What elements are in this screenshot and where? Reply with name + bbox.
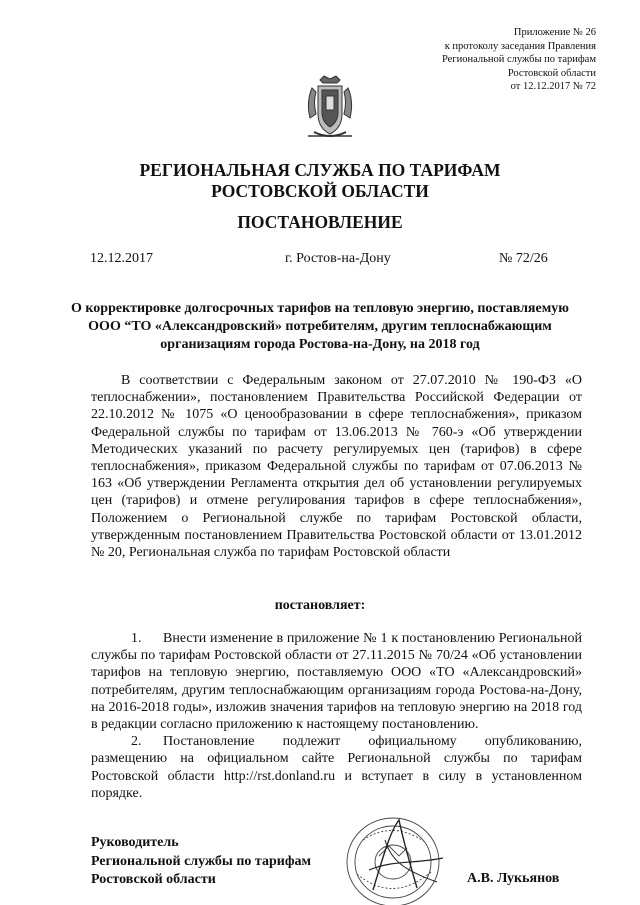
document-date: 12.12.2017 — [90, 251, 153, 266]
coat-of-arms-icon — [304, 74, 356, 142]
item-text: Внести изменение в приложение № 1 к постановлению Региональной службы по тарифам Ростовской области от 27.11.2015 № 70/24 «Об установлении тарифов на тепловую энергию, поставляемую ООО «ТО «Александровский» потребителям, другим теплоснабжающим организациям города Ростова-на-Дону, на 2016-2018 годы», изложив значения тарифов на тепловую энергию на 2018 год в редакции согласно приложению к настоящему постановлению. — [91, 631, 582, 733]
signer-name: А.В. Лукьянов — [467, 871, 560, 886]
appendix-line: к протоколу заседания Правления — [444, 40, 596, 52]
appendix-line: Приложение № 26 — [513, 27, 596, 38]
appendix-note — [442, 26, 596, 94]
resolution-word: постановляет: — [274, 598, 366, 613]
organization-name — [0, 160, 640, 202]
document-title: О корректировке долгосрочных тарифов на тепловую энергию, поставляемую ООО “ТО «Александровский» потребителям, другим теплоснабжающим организациям города Ростова-на-Дону, на 2018 год — [71, 301, 569, 352]
item-number: 2. — [131, 734, 142, 750]
preamble-paragraph: В соответствии с Федеральным законом от 27.07.2010 № 190-ФЗ «О теплоснабжении», постановлением Правительства Российской Федерации от 22.10.2012 № 1075 «О ценообразовании в сфере теплоснабжения», приказом Федеральной службы по тарифам от 13.06.2013 № 760-э «Об утверждении Методических указаний по расчету регулируемых цен (тарифов) в сфере теплоснабжения», приказом Федеральной службы по тарифам от 07.06.2013 № 163 «Об утверждении Регламента открытия дел об установлении регулируемых цен (тарифов) и отмене регулирования тарифов в сфере теплоснабжения», Положением о Региональной службе по тарифам Ростовской области, утвержденным постановлением Правительства Ростовской области от 13.01.2012 № 20, Региональная служба по тарифам Ростовской области — [91, 373, 582, 561]
list-item — [91, 630, 582, 733]
resolution-items — [91, 630, 582, 802]
organization-name-line: РЕГИОНАЛЬНАЯ СЛУЖБА ПО ТАРИФАМ — [139, 160, 501, 180]
appendix-line: Ростовской области — [507, 67, 596, 79]
signature-title-line: Ростовской области — [91, 872, 216, 887]
appendix-line: от 12.12.2017 № 72 — [510, 81, 596, 93]
list-item — [91, 733, 582, 802]
official-seal-icon — [333, 800, 461, 905]
document-type: ПОСТАНОВЛЕНИЕ — [237, 212, 403, 232]
signature-block — [91, 834, 311, 890]
organization-name-line: РОСТОВСКОЙ ОБЛАСТИ — [211, 181, 429, 201]
item-text: Постановление подлежит официальному опубликованию, размещению на официальном сайте Региональной службы по тарифам Ростовской области http://rst.donland.ru и вступает в силу в установленном порядке. — [91, 734, 582, 801]
signature-title-line: Руководитель — [91, 835, 179, 850]
signature-title-line: Региональной службы по тарифам — [91, 853, 312, 869]
document-city: г. Ростов-на-Дону — [285, 251, 391, 266]
item-number: 1. — [131, 631, 142, 646]
document-number: № 72/26 — [499, 251, 548, 266]
appendix-line: Региональной службы по тарифам — [441, 54, 596, 66]
